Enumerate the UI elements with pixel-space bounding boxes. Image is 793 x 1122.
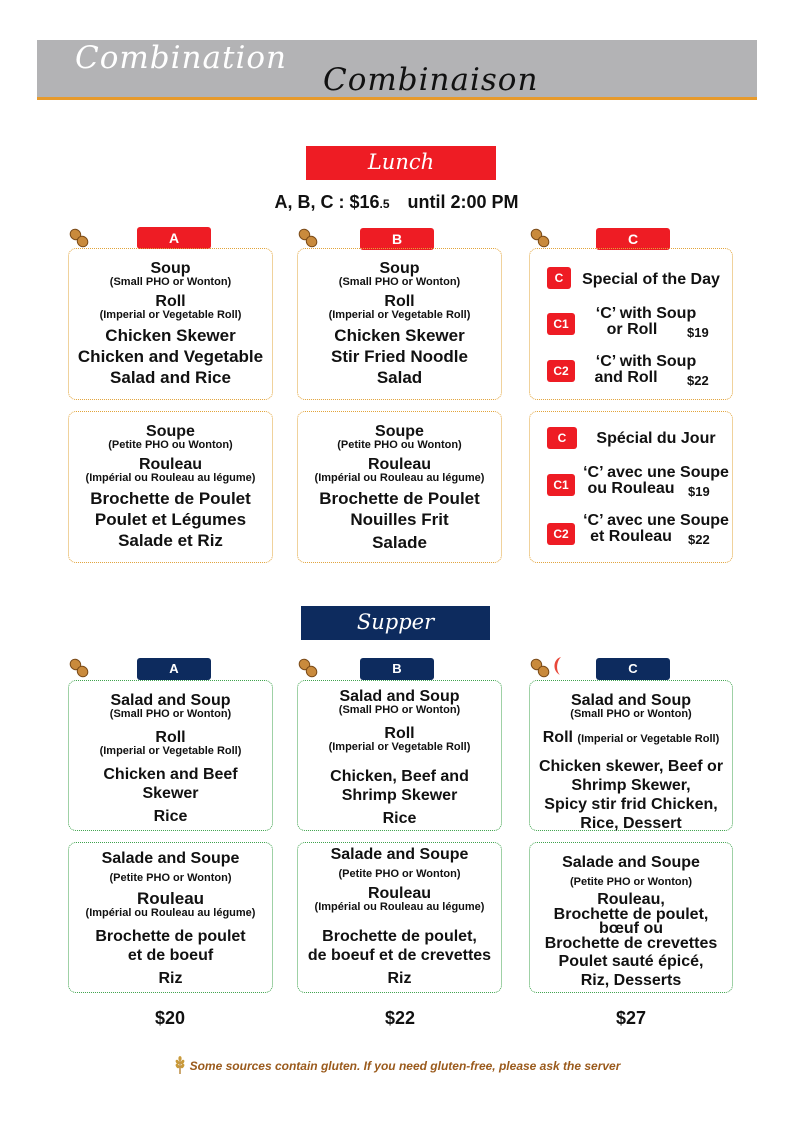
supper-price-a: $20 [154, 1008, 186, 1028]
item-title: Rice [153, 808, 188, 825]
peanut-icon [68, 227, 90, 249]
supper-b-en-box [297, 680, 502, 831]
lunch-b-fr-box [297, 411, 502, 563]
c1-price: $19 [687, 325, 709, 340]
supper-a-fr-box [68, 842, 273, 993]
item-title: Roll [384, 293, 415, 310]
c2-line1: ‘C’ avec une Soupe [583, 512, 729, 529]
lunch-a-en-box [68, 248, 273, 400]
item-title: Chicken and Beef [103, 766, 238, 783]
item-sub: (Impérial ou Rouleau au légume) [85, 472, 256, 484]
item-sub: (Imperial or Vegetable Roll) [577, 733, 720, 745]
item-title: de boeuf et de crevettes [307, 947, 492, 964]
lunch-tab-c: C [596, 228, 670, 250]
c1-badge: C1 [547, 313, 575, 335]
c2-badge: C2 [547, 360, 575, 382]
lunch-c-en-box [529, 248, 733, 400]
c1-line2: ou Rouleau [587, 480, 675, 497]
supper-tab-c: C [596, 658, 670, 680]
item-title: Stir Fried Noodle [331, 347, 468, 366]
item-title: Brochette de poulet, [322, 928, 477, 945]
item-sub: (Petite PHO or Wonton) [109, 872, 232, 884]
item-title: Rouleau [367, 456, 432, 473]
c-badge: C [547, 267, 571, 289]
item-sub: (Impérial ou Rouleau au légume) [314, 901, 485, 913]
c2-line2: and Roll [594, 369, 658, 386]
item-title: Nouilles Frit [350, 510, 449, 529]
item-title: Roll [155, 293, 186, 310]
item-line: Rouleau, [597, 891, 665, 908]
item-line: bœuf ou [599, 920, 663, 937]
c2-price: $22 [688, 532, 710, 547]
item-line: Poulet sauté épicé, [558, 953, 704, 970]
item-sub: (Small PHO or Wonton) [109, 708, 232, 720]
wheat-icon [173, 1056, 187, 1074]
item-title: Chicken Skewer [334, 326, 465, 345]
item-title: Soup [379, 260, 420, 277]
lunch-b-en-box [297, 248, 502, 400]
supper-a-en-box [68, 680, 273, 831]
supper-b-fr-box [297, 842, 502, 993]
item-line: Brochette de crevettes [544, 935, 718, 952]
item-line: Chicken skewer, Beef or [538, 758, 724, 775]
item-title: Brochette de Poulet [319, 489, 480, 508]
special-of-day: Special of the Day [582, 271, 720, 288]
item-line: Riz, Desserts [580, 972, 682, 989]
item-title: Rice [382, 810, 417, 827]
item-title: Shrimp Skewer [341, 787, 458, 804]
c2-line1: ‘C’ with Soup [595, 353, 697, 370]
supper-price-c: $27 [615, 1008, 647, 1028]
c2-badge: C2 [547, 523, 575, 545]
item-line: Spicy stir frid Chicken, [544, 796, 718, 813]
lunch-a-fr-box [68, 411, 273, 563]
peanut-icon [68, 657, 90, 679]
supper-tab-b: B [360, 658, 434, 680]
item-title: Salad and Rice [110, 368, 231, 387]
lunch-tab-a: A [137, 227, 211, 249]
gluten-note [0, 1056, 793, 1074]
lunch-price-cents: .5 [379, 197, 390, 211]
item-title: Roll [155, 729, 186, 746]
item-title: Skewer [142, 785, 199, 802]
item-title: Chicken and Vegetable [77, 347, 264, 366]
item-sub: (Imperial or Vegetable Roll) [328, 309, 471, 321]
lunch-tab-b: B [360, 228, 434, 250]
item-sub: (Small PHO or Wonton) [109, 276, 232, 288]
shrimp-icon [550, 655, 564, 677]
lunch-price: A, B, C : $16 [274, 192, 380, 212]
item-line: Shrimp Skewer, [571, 777, 691, 794]
c1-line1: ‘C’ avec une Soupe [583, 464, 729, 481]
lunch-until: until 2:00 PM [407, 192, 519, 212]
header-title-en: Combination [75, 40, 287, 76]
header-title-fr: Combinaison [323, 62, 539, 98]
item-sub: (Petite PHO or Wonton) [338, 868, 461, 880]
item-title: Salade [372, 533, 427, 552]
item-title: Roll [542, 729, 573, 746]
supper-c-fr-box [529, 842, 733, 993]
item-title: Soupe [146, 423, 195, 440]
item-title: Salade and Soupe [101, 850, 240, 867]
item-title: Rouleau [136, 889, 205, 908]
item-title: Brochette de poulet [95, 928, 246, 945]
c1-badge: C1 [547, 474, 575, 496]
supper-tab-a: A [137, 658, 211, 680]
item-title: Salad [376, 368, 423, 387]
item-sub: (Imperial or Vegetable Roll) [328, 741, 471, 753]
c2-price: $22 [687, 373, 709, 388]
item-sub: (Petite PHO ou Wonton) [108, 439, 233, 451]
item-title: Riz [158, 970, 183, 987]
item-line: Rice, Dessert [580, 815, 682, 832]
item-sub: (Imperial or Vegetable Roll) [99, 309, 242, 321]
gluten-note-text: Some sources contain gluten. If you need gluten-free, please ask the server [189, 1059, 621, 1073]
c1-line1: ‘C’ with Soup [595, 305, 697, 322]
peanut-icon [529, 657, 551, 679]
item-title: Salade et Riz [118, 531, 223, 550]
peanut-icon [529, 227, 551, 249]
item-sub: (Imperial or Vegetable Roll) [99, 745, 242, 757]
item-title: Riz [387, 970, 412, 987]
c-badge: C [547, 427, 577, 449]
item-title: Rouleau [138, 456, 203, 473]
item-sub: (Small PHO or Wonton) [570, 708, 692, 720]
item-title: Salad and Soup [570, 692, 691, 709]
peanut-icon [297, 227, 319, 249]
item-title: Roll [384, 725, 415, 742]
item-title: Brochette de Poulet [90, 489, 251, 508]
item-sub: (Small PHO or Wonton) [338, 704, 461, 716]
lunch-c-fr-box [529, 411, 733, 563]
lunch-price-line [0, 192, 793, 213]
item-title: Soup [150, 260, 191, 277]
item-title: Soupe [375, 423, 424, 440]
item-title: Poulet et Légumes [94, 510, 247, 529]
item-line: Brochette de poulet, [553, 906, 709, 923]
supper-price-b: $22 [384, 1008, 416, 1028]
item-sub: (Impérial ou Rouleau au légume) [85, 907, 256, 919]
item-title: Salad and Soup [339, 688, 460, 705]
c1-line2: or Roll [606, 321, 658, 338]
item-title: Rouleau [367, 885, 432, 902]
supper-banner: Supper [301, 606, 490, 640]
item-sub: (Small PHO or Wonton) [338, 276, 461, 288]
c2-line2: et Rouleau [590, 528, 672, 545]
item-title: Salade and Soupe [562, 854, 700, 871]
item-title: Salade and Soupe [330, 846, 469, 863]
item-sub: (Petite PHO ou Wonton) [337, 439, 462, 451]
c1-price: $19 [688, 484, 710, 499]
item-title: Chicken, Beef and [330, 768, 469, 785]
item-sub: (Impérial ou Rouleau au légume) [314, 472, 485, 484]
item-title: Salad and Soup [110, 692, 231, 709]
item-title: et de boeuf [127, 947, 214, 964]
lunch-banner: Lunch [306, 146, 496, 180]
peanut-icon [297, 657, 319, 679]
special-du-jour: Spécial du Jour [596, 430, 716, 447]
supper-c-en-box [529, 680, 733, 831]
item-title: Chicken Skewer [105, 326, 236, 345]
item-sub: (Petite PHO or Wonton) [569, 876, 692, 888]
header-bar [37, 40, 757, 100]
